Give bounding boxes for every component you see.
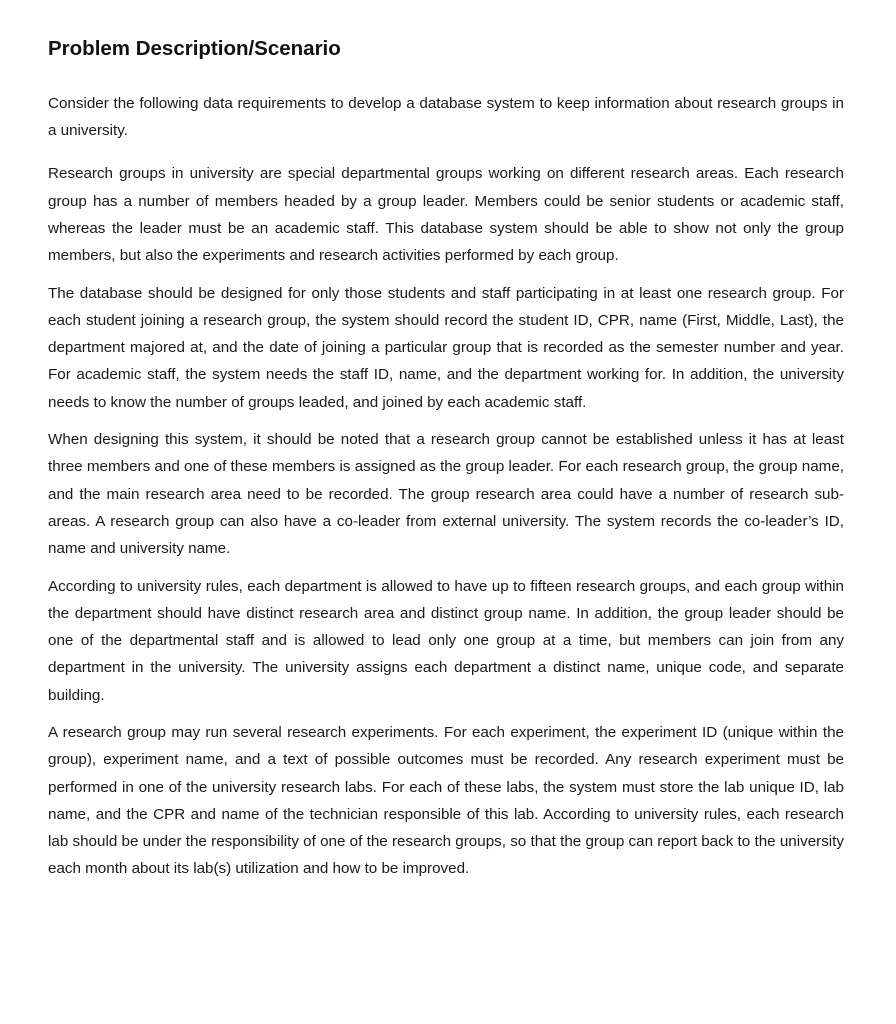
paragraph-intro: Consider the following data requirements to develop a database system to keep information about research groups in a university. <box>48 95 844 140</box>
paragraph-experiments-labs: A research group may run several research experiments. For each experiment, the experiment ID (unique within the group), experiment name, and a text of possible outcomes must be recorded. Any research experiment must be performed in one of the university research labs. For each of these labs, the system must store the lab unique ID, lab name, and the CPR and name of the technician responsible of this lab. According to university rules, each research lab should be under the responsibility of one of the research groups, so that the group can report back to the university each month about its lab(s) utilization and how to be improved. <box>48 724 844 878</box>
document-page <box>48 34 844 893</box>
paragraph-group-establishment: When designing this system, it should be noted that a research group cannot be established unless it has at least three members and one of these members is assigned as the group leader. For each research group, the group name, and the main research area need to be recorded. The group research area could have a number of research sub-areas. A research group can also have a co-leader from external university. The system records the co-leader’s ID, name and university name. <box>48 431 844 558</box>
page-title: Problem Description/Scenario <box>48 37 341 60</box>
paragraph-research-groups: Research groups in university are special departmental groups working on different research areas. Each research group has a number of members headed by a group leader. Members could be senior students or academic staff, whereas the leader must be an academic staff. This database system should be able to show not only the group members, but also the experiments and research activities performed by each group. <box>48 165 844 265</box>
paragraph-department-rules: According to university rules, each department is allowed to have up to fifteen research groups, and each group within the department should have distinct research area and distinct group name. In addition, the group leader should be one of the departmental staff and is allowed to lead only one group at a time, but members can join from any department in the university. The university assigns each department a distinct name, unique code, and separate building. <box>48 577 844 704</box>
paragraph-students-staff: The database should be designed for only those students and staff participating in at least one research group. For each student joining a research group, the system should record the student ID, CPR, name (First, Middle, Last), the department majored at, and the date of joining a particular group that is recorded as the semester number and year. For academic staff, the system needs the staff ID, name, and the department working for. In addition, the university needs to know the number of groups leaded, and joined by each academic staff. <box>48 284 844 411</box>
